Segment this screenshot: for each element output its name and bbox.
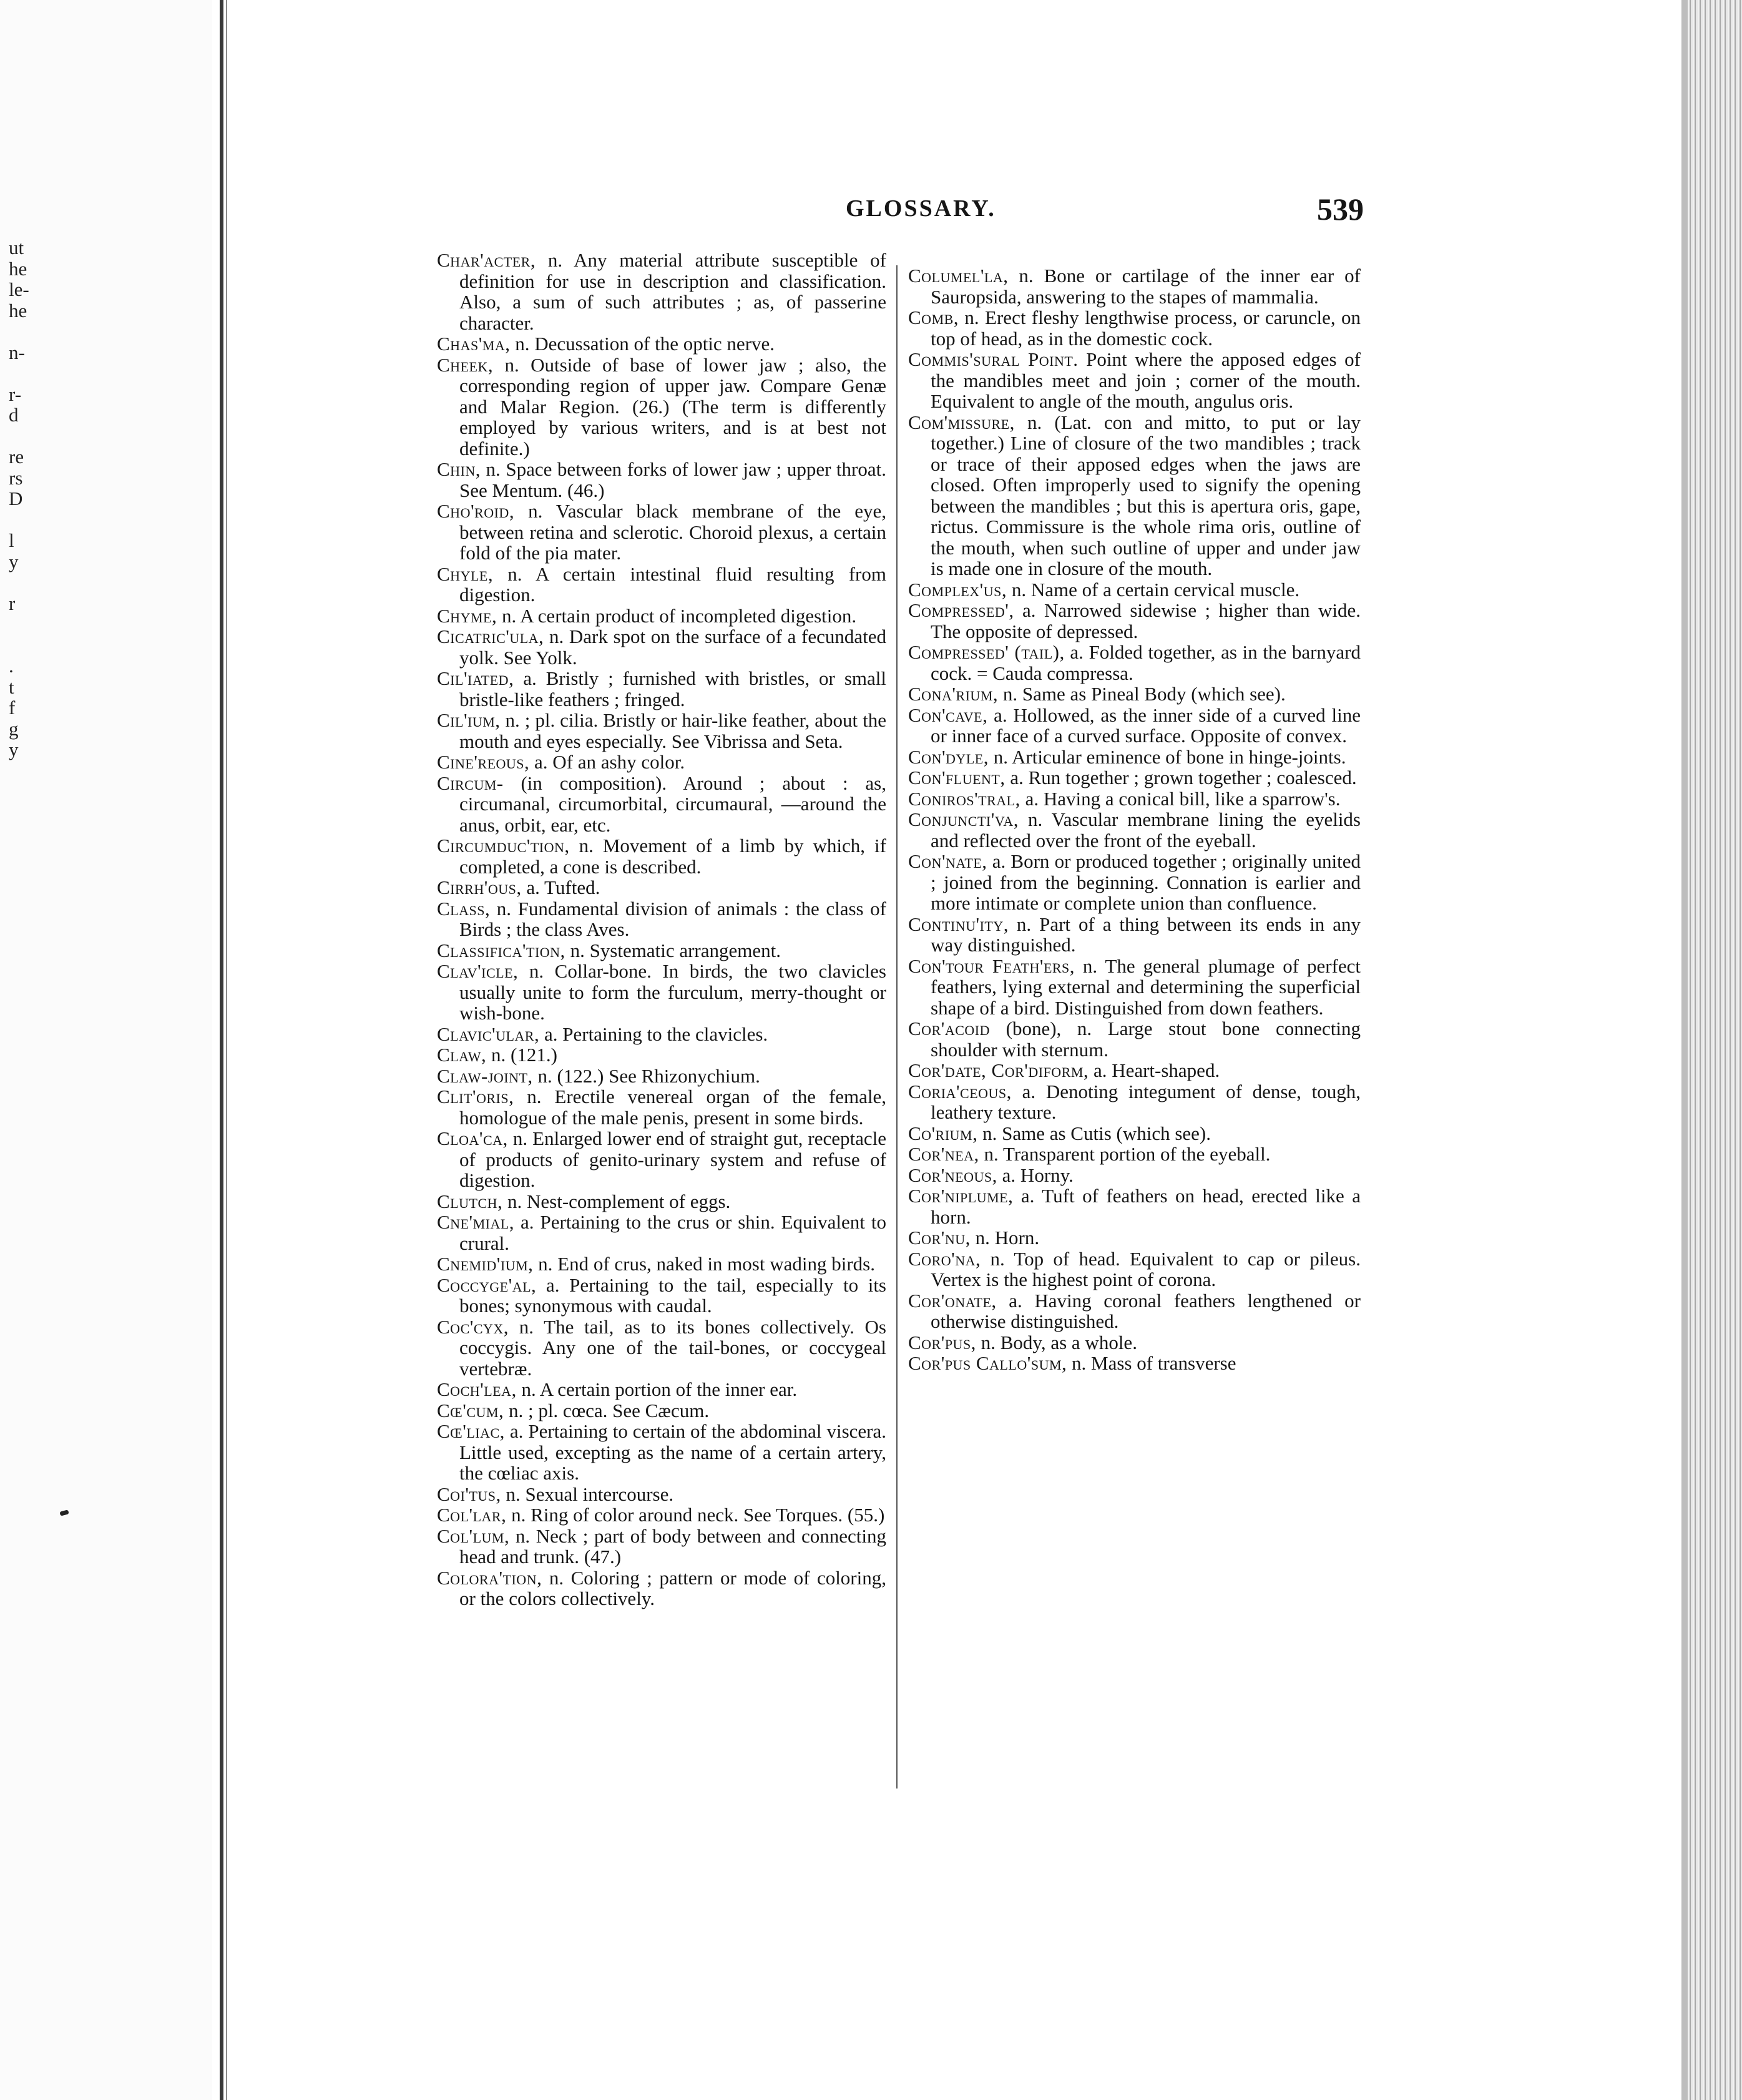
entry-headword: Cicatric'ula, xyxy=(437,626,544,647)
page-stack-edge xyxy=(1688,0,1742,2100)
entry-headword: Cor'niplume, xyxy=(908,1185,1014,1207)
entry-definition: a. Pertaining to the crus or shin. Equivalent to crural. xyxy=(459,1211,886,1254)
entry-headword: Con'tour Feath'ers, xyxy=(908,954,1075,977)
entry-headword: Cor'neous, xyxy=(908,1164,997,1186)
entry-definition: a. Bristly ; furnished with bristles, or small bristle-like feathers ; fringed. xyxy=(459,667,886,710)
entry-definition: n. Top of head. Equivalent to cap or pileus. Vertex is the highest point of corona. xyxy=(931,1247,1361,1290)
entry-headword: Coccyge'al, xyxy=(437,1273,537,1296)
glossary-entry xyxy=(437,1568,886,1609)
entry-definition: n. Vascular membrane lining the eyelids and reflected over the front of the eyeball. xyxy=(931,808,1361,851)
glossary-entry xyxy=(908,1249,1361,1290)
entry-headword: Con'cave, xyxy=(908,704,988,726)
glossary-entry xyxy=(437,898,886,940)
glossary-entry xyxy=(437,668,886,710)
glossary-entry xyxy=(437,1024,886,1045)
margin-fragment: t xyxy=(9,675,14,698)
entry-headword: Clutch, xyxy=(437,1190,503,1212)
glossary-entry xyxy=(437,710,886,752)
glossary-entry xyxy=(437,250,886,333)
glossary-entry xyxy=(908,1165,1361,1186)
entry-definition: a. Tuft of feathers on head, erected like a horn. xyxy=(931,1185,1361,1228)
margin-fragment xyxy=(9,760,59,782)
entry-definition: Point where the apposed edges of the mandibles meet and join ; corner of the mouth. Equivalent to angle of the mouth, angulus oris. xyxy=(931,348,1361,412)
entry-definition: n. (122.) See Rhizonychium. xyxy=(532,1064,760,1087)
glossary-entry xyxy=(908,1123,1361,1144)
column-divider xyxy=(896,265,898,1788)
entry-headword: Cnemid'ium, xyxy=(437,1253,534,1275)
entry-headword: Coc'cyx, xyxy=(437,1315,509,1338)
entry-headword: Complex'us, xyxy=(908,578,1007,601)
glossary-entry xyxy=(437,355,886,459)
glossary-entry xyxy=(437,1400,886,1421)
glossary-entry xyxy=(908,265,1361,307)
glossary-entry xyxy=(908,1018,1361,1060)
entry-headword: Co'rium, xyxy=(908,1122,978,1144)
entry-headword: Com'missure, xyxy=(908,411,1015,433)
glossary-entry xyxy=(908,307,1361,349)
glossary-entry xyxy=(908,600,1361,642)
glossary-entry xyxy=(908,1290,1361,1332)
entry-headword: Circumduc'tion, xyxy=(437,835,570,856)
entry-headword: Cheek, xyxy=(437,353,494,376)
glossary-entry xyxy=(437,1191,886,1212)
entry-definition: n. Movement of a limb by which, if completed, a cone is described. xyxy=(459,835,886,878)
entry-definition: n. The tail, as to its bones collectively. Os coccygis. Any one of the tail-bones, or coccygeal vertebræ. xyxy=(459,1315,886,1380)
margin-fragment: r xyxy=(9,592,16,614)
margin-fragment xyxy=(9,572,59,593)
entry-definition: n. (121.) xyxy=(486,1044,557,1066)
glossary-entry xyxy=(908,1144,1361,1165)
entry-definition: a. Narrowed sidewise ; higher than wide. The opposite of depressed. xyxy=(931,599,1361,642)
margin-fragment xyxy=(9,426,59,447)
entry-definition: n. A certain intestinal fluid resulting from digestion. xyxy=(459,562,886,606)
margin-fragment xyxy=(9,321,59,342)
entry-headword: Class, xyxy=(437,897,491,920)
entry-headword: Claw, xyxy=(437,1044,487,1066)
glossary-entry xyxy=(437,606,886,627)
glossary-entry xyxy=(908,767,1361,788)
entry-definition: n. Same as Cutis (which see). xyxy=(977,1122,1211,1144)
entry-headword: Cine'reous, xyxy=(437,751,530,773)
margin-fragment xyxy=(9,635,59,656)
entry-headword: Cloa'ca, xyxy=(437,1127,508,1149)
entry-definition: a. Run together ; grown together ; coalesced. xyxy=(1005,767,1357,788)
book-gutter-line xyxy=(226,0,227,2100)
margin-fragment: l xyxy=(9,529,14,551)
entry-headword: Cho'roid, xyxy=(437,500,515,522)
glossary-entry xyxy=(437,1421,886,1484)
entry-headword: Chyme, xyxy=(437,604,497,627)
margin-fragment xyxy=(9,509,59,531)
entry-definition: a. Folded together, as in the barnyard cock. = Cauda compressa. xyxy=(931,641,1361,684)
entry-definition: n. A certain portion of the inner ear. xyxy=(516,1378,798,1400)
margin-fragment xyxy=(9,844,59,865)
glossary-entry xyxy=(437,1044,886,1066)
entry-headword: Coro'na, xyxy=(908,1247,981,1270)
glossary-entry xyxy=(437,1212,886,1254)
glossary-entry xyxy=(908,747,1361,768)
entry-definition: n. Collar-bone. In birds, the two clavicles usually unite to form the furculum, merry-thought or wish-bone. xyxy=(459,960,886,1024)
margin-fragment: d xyxy=(9,404,19,426)
glossary-entry xyxy=(437,1484,886,1505)
glossary-entry xyxy=(908,705,1361,747)
margin-fragment: . xyxy=(9,655,14,677)
entry-definition: n. Systematic arrangement. xyxy=(565,939,781,961)
glossary-entry xyxy=(908,851,1361,914)
entry-definition: n. The general plumage of perfect feathers, lying external and determining the superficial shape of a bird. Distinguished from down feathers. xyxy=(931,954,1361,1019)
glossary-entry xyxy=(437,626,886,668)
glossary-entry xyxy=(437,940,886,961)
entry-headword: Compressed' (tail), xyxy=(908,641,1065,663)
glossary-entry xyxy=(437,835,886,877)
entry-headword: Cor'pus Callo'sum, xyxy=(908,1352,1067,1374)
entry-definition: a. Denoting integument of dense, tough, leathery texture. xyxy=(931,1080,1361,1123)
entry-headword: Cor'acoid xyxy=(908,1018,990,1039)
entry-definition: n. Outside of base of lower jaw ; also, the corresponding region of upper jaw. Compare Genæ and Malar Region. (26.) (The term is differently employed by various writers, and is at best not definite.) xyxy=(459,353,886,459)
glossary-entry xyxy=(437,1275,886,1317)
entry-definition: n. Coloring ; pattern or mode of coloring, or the colors collectively. xyxy=(459,1566,886,1609)
glossary-entry xyxy=(437,1526,886,1568)
glossary-entry xyxy=(908,1060,1361,1081)
entry-headword: Columel'la, xyxy=(908,265,1009,287)
entry-headword: Chin, xyxy=(437,458,481,480)
entry-definition: n. Part of a thing between its ends in any way distinguished. xyxy=(931,913,1361,956)
margin-fragment xyxy=(9,802,59,823)
glossary-entry xyxy=(437,459,886,501)
entry-definition: a. Having a conical bill, like a sparrow's. xyxy=(1020,787,1341,810)
margin-fragment: D xyxy=(9,488,23,509)
entry-headword: Cor'onate, xyxy=(908,1289,997,1312)
margin-fragment: r- xyxy=(9,383,22,405)
margin-fragment: ut xyxy=(9,237,24,258)
glossary-entry xyxy=(437,877,886,898)
entry-headword: Cona'rium, xyxy=(908,683,999,705)
entry-definition: n. Sexual intercourse. xyxy=(501,1483,674,1505)
glossary-entry xyxy=(908,809,1361,851)
glossary-entry xyxy=(437,564,886,606)
entry-headword: Chas'ma, xyxy=(437,333,511,355)
entry-headword: Cil'iated, xyxy=(437,667,514,689)
entry-headword: Clit'oris, xyxy=(437,1086,514,1107)
glossary-entry xyxy=(437,961,886,1024)
entry-headword: Chyle, xyxy=(437,562,494,585)
entry-headword: Con'fluent, xyxy=(908,767,1006,788)
entry-headword: Continu'ity, xyxy=(908,913,1009,935)
running-title: GLOSSARY. xyxy=(846,195,996,222)
entry-definition: n. Erectile venereal organ of the female, homologue of the male penis, present in some birds. xyxy=(459,1086,886,1129)
glossary-entry xyxy=(908,1185,1361,1227)
glossary-entry xyxy=(908,1332,1361,1353)
glossary-entry xyxy=(908,956,1361,1019)
entry-definition: n. Body, as a whole. xyxy=(976,1331,1137,1353)
entry-headword: Cor'nu, xyxy=(908,1227,971,1249)
margin-fragment: he xyxy=(9,299,27,321)
glossary-entry xyxy=(908,579,1361,601)
entry-headword: Col'lum, xyxy=(437,1524,510,1547)
glossary-entry xyxy=(908,642,1361,684)
glossary-entry xyxy=(437,1379,886,1400)
entry-headword: Cor'nea, xyxy=(908,1143,979,1165)
entry-headword: Cne'mial, xyxy=(437,1211,515,1233)
margin-fragment xyxy=(9,781,59,802)
glossary-entry xyxy=(908,412,1361,579)
entry-headword: Coniros'tral, xyxy=(908,787,1020,810)
entry-definition: n. Articular eminence of bone in hinge-joints. xyxy=(988,745,1346,768)
entry-definition: n. A certain product of incompleted digestion. xyxy=(497,604,857,627)
facing-page-text-fragments xyxy=(9,237,59,865)
entry-definition: (in composition). Around ; about : as, circumanal, circumorbital, circumaural, —around the anus, orbit, ear, etc. xyxy=(459,772,886,836)
entry-definition: n. Neck ; part of body between and connecting head and trunk. (47.) xyxy=(459,1524,886,1568)
entry-definition: n. Bone or cartilage of the inner ear of Sauropsida, answering to the stapes of mammalia. xyxy=(931,265,1361,308)
glossary-entry xyxy=(437,1086,886,1128)
glossary-entry xyxy=(908,914,1361,956)
entry-headword: Cirrh'ous, xyxy=(437,876,522,898)
entry-definition: n. Same as Pineal Body (which see). xyxy=(998,683,1286,705)
entry-headword: Char'acter, xyxy=(437,249,536,271)
running-header xyxy=(437,192,1373,232)
glossary-entry xyxy=(908,684,1361,705)
entry-headword: Coch'lea, xyxy=(437,1378,517,1400)
entry-definition: n. Enlarged lower end of straight gut, receptacle of products of genito-urinary system and refuse of digestion. xyxy=(459,1127,886,1191)
entry-headword: Clavic'ular, xyxy=(437,1023,540,1045)
entry-definition: a. Pertaining to certain of the abdominal viscera. Little used, excepting as the name of a certain artery, the cœliac axis. xyxy=(459,1420,886,1484)
page-number: 539 xyxy=(1317,192,1364,227)
glossary-entry xyxy=(437,1128,886,1191)
entry-headword: Cor'date, Cor'diform, xyxy=(908,1059,1089,1081)
entry-definition: a. Tufted. xyxy=(521,876,600,898)
entry-definition: n. Space between forks of lower jaw ; upper throat. See Mentum. (46.) xyxy=(459,458,886,501)
entry-definition: n. Mass of transverse xyxy=(1067,1352,1236,1374)
entry-headword: Circum- xyxy=(437,772,504,794)
glossary-column-left xyxy=(437,250,886,1609)
entry-definition: a. Born or produced together ; originally united ; joined from the beginning. Connation is earlier and more intimate or complete union than confluence. xyxy=(931,850,1361,914)
margin-fragment: re xyxy=(9,446,24,468)
entry-definition: a. Pertaining to the tail, especially to its bones; synonymous with caudal. xyxy=(459,1273,886,1317)
margin-fragment: y xyxy=(9,550,19,572)
entry-definition: n. Any material attribute susceptible of definition for use in description and classification. Also, a sum of such attributes ; as, of passerine character. xyxy=(459,249,886,334)
entry-definition: a. Of an ashy color. xyxy=(529,751,685,773)
glossary-entry xyxy=(437,1254,886,1275)
entry-definition: n. End of crus, naked in most wading birds. xyxy=(533,1253,875,1275)
margin-fragment xyxy=(9,363,59,384)
entry-headword: Con'dyle, xyxy=(908,745,989,768)
glossary-entry xyxy=(437,333,886,355)
entry-headword: Cor'pus, xyxy=(908,1331,976,1353)
entry-definition: n. (Lat. con and mitto, to put or lay together.) Line of closure of the two mandibles ; track or trace of their apposed edges when the jaws are closed. Often improperly used to signify the opening between the mandibles ; but this is apertura oris, gape, rictus. Commissure is the whole rima oris, outline of the mouth, when such outline of upper and under jaw is made one in closure of the mouth. xyxy=(931,411,1361,579)
entry-headword: Claw-joint, xyxy=(437,1064,533,1087)
margin-fragment: rs xyxy=(9,466,23,489)
entry-headword: Colora'tion, xyxy=(437,1566,542,1589)
entry-definition: n. ; pl. cilia. Bristly or hair-like feather, about the mouth and eyes especially. See Vibrissa and Seta. xyxy=(459,709,886,752)
entry-headword: Commis'sural Point. xyxy=(908,348,1079,370)
glossary-entry xyxy=(908,1353,1361,1374)
entry-definition: n. Fundamental division of animals : the class of Birds ; the class Aves. xyxy=(459,897,886,940)
margin-fragment: le- xyxy=(9,278,29,300)
entry-definition: a. Hollowed, as the inner side of a curved line or inner face of a curved surface. Opposite of convex. xyxy=(931,704,1361,747)
margin-fragment: f xyxy=(9,697,16,719)
entry-headword: Con'nate, xyxy=(908,850,987,872)
entry-headword: Col'lar, xyxy=(437,1504,507,1526)
glossary-entry xyxy=(437,752,886,773)
glossary-entry xyxy=(437,773,886,836)
margin-fragment: n- xyxy=(9,341,25,363)
entry-definition: a. Pertaining to the clavicles. xyxy=(539,1023,768,1045)
entry-definition: a. Having coronal feathers lengthened or otherwise distinguished. xyxy=(931,1289,1361,1332)
entry-headword: Cœ'cum, xyxy=(437,1399,504,1421)
entry-headword: Coi'tus, xyxy=(437,1483,501,1505)
margin-fragment xyxy=(9,614,59,635)
glossary-entry xyxy=(437,1317,886,1380)
glossary-entry xyxy=(908,788,1361,810)
entry-definition: a. Heart-shaped. xyxy=(1089,1059,1220,1081)
entry-definition: n. Transparent portion of the eyeball. xyxy=(979,1143,1271,1165)
entry-headword: Compressed', xyxy=(908,599,1014,621)
entry-definition: n. Ring of color around neck. See Torques. (55.) xyxy=(506,1504,885,1526)
glossary-column-right xyxy=(908,265,1361,1374)
entry-headword: Cil'ium, xyxy=(437,709,501,731)
glossary-entry xyxy=(908,1227,1361,1249)
entry-headword: Conjuncti'va, xyxy=(908,808,1019,830)
entry-definition: n. Dark spot on the surface of a fecundated yolk. See Yolk. xyxy=(459,626,886,669)
entry-headword: Comb, xyxy=(908,307,959,328)
glossary-entry xyxy=(437,501,886,564)
entry-headword: Clav'icle, xyxy=(437,960,519,982)
entry-definition: a. Horny. xyxy=(997,1164,1074,1186)
entry-headword: Cœ'liac, xyxy=(437,1420,505,1442)
book-gutter-shadow xyxy=(220,0,223,2100)
margin-fragment: g xyxy=(9,717,19,740)
entry-definition: n. Horn. xyxy=(970,1227,1040,1249)
entry-definition: n. Nest-complement of eggs. xyxy=(502,1190,731,1212)
margin-fragment xyxy=(9,823,59,844)
entry-definition: n. Decussation of the optic nerve. xyxy=(510,333,775,355)
entry-definition: n. Name of a certain cervical muscle. xyxy=(1007,578,1300,601)
entry-headword: Coria'ceous, xyxy=(908,1080,1012,1102)
margin-fragment: he xyxy=(9,257,27,280)
glossary-entry xyxy=(908,349,1361,412)
glossary-entry xyxy=(908,1081,1361,1123)
margin-fragment: y xyxy=(9,738,19,760)
entry-definition: (bone), n. Large stout bone connecting shoulder with sternum. xyxy=(931,1018,1361,1061)
entry-definition: n. Erect fleshy lengthwise process, or caruncle, on top of head, as in the domestic cock. xyxy=(931,307,1361,350)
entry-definition: n. ; pl. cœca. See Cæcum. xyxy=(504,1399,710,1421)
entry-definition: n. Vascular black membrane of the eye, between retina and sclerotic. Choroid plexus, a certain fold of the pia mater. xyxy=(459,500,886,564)
glossary-entry xyxy=(437,1066,886,1087)
glossary-entry xyxy=(437,1504,886,1526)
entry-headword: Classifica'tion, xyxy=(437,939,565,961)
